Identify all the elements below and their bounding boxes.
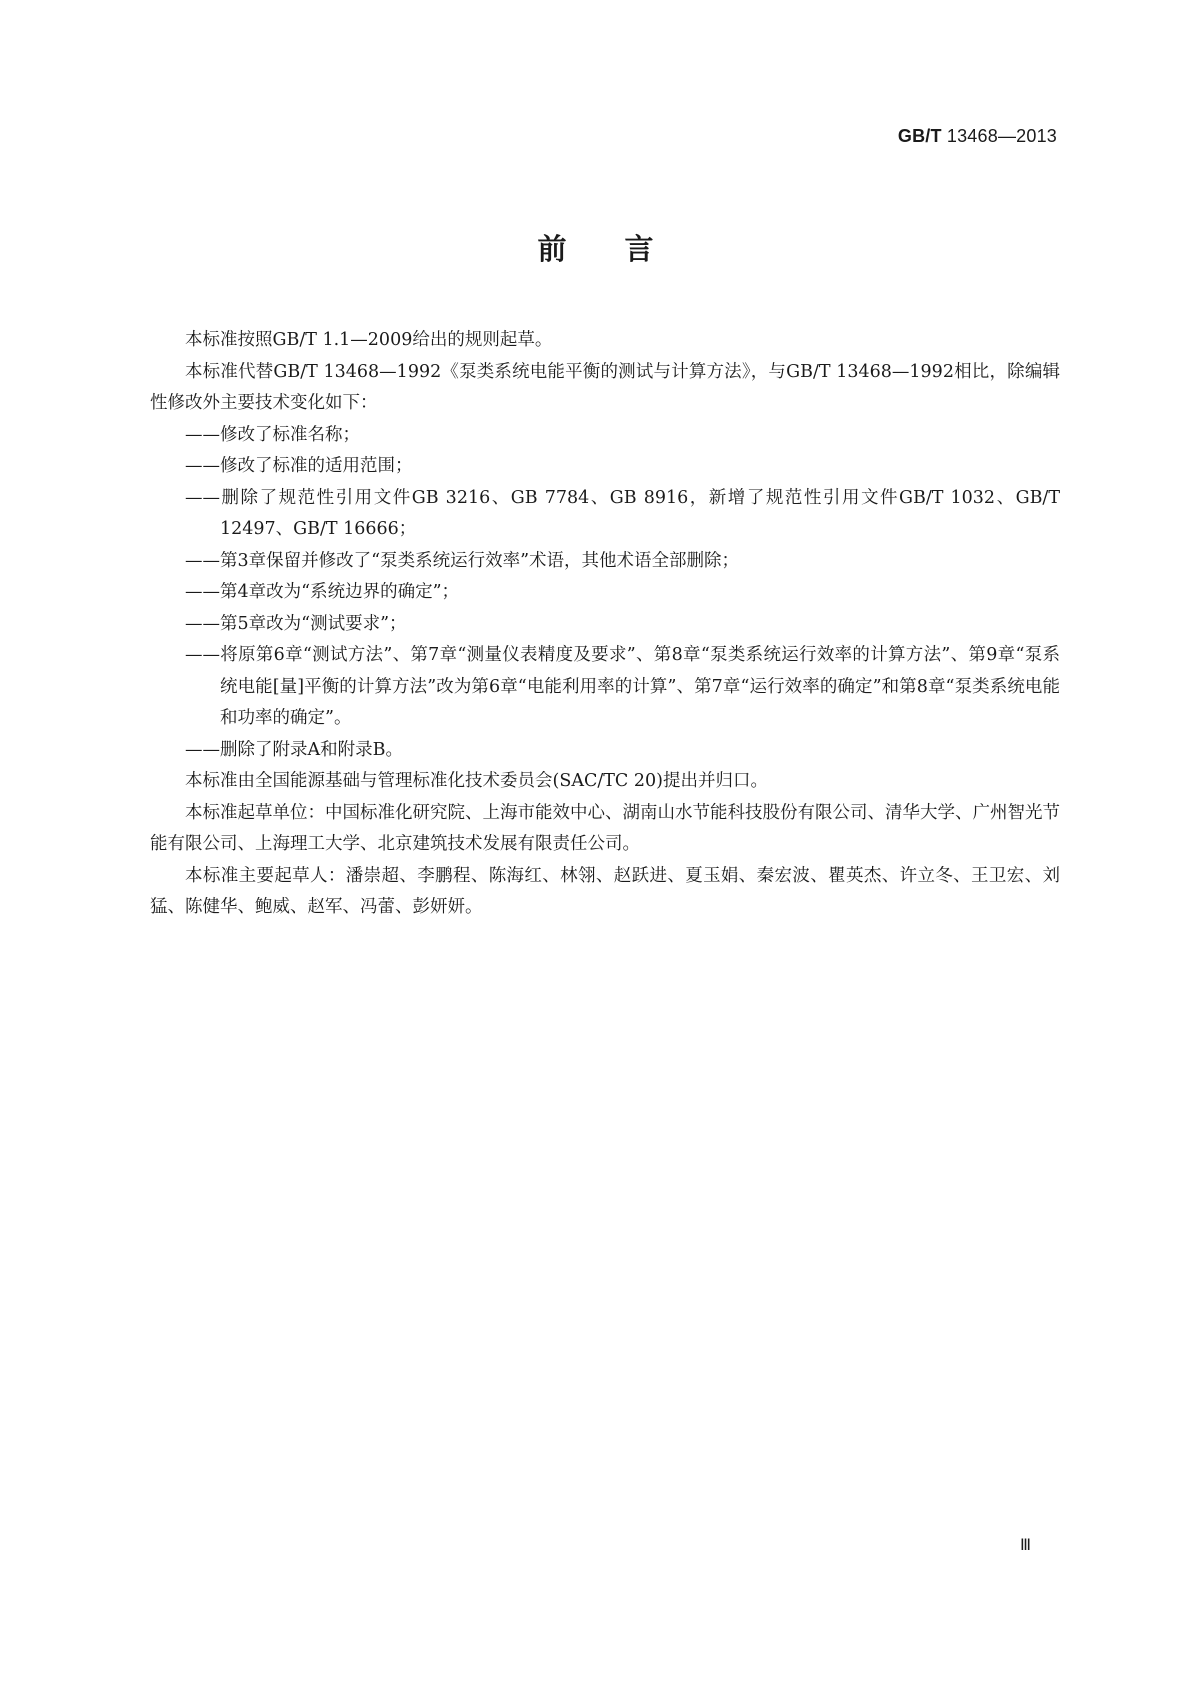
change-item: ——第5章改为“测试要求”； — [185, 613, 407, 634]
page-title — [0, 227, 1191, 268]
change-item: ——第3章保留并修改了“泵类系统运行效率”术语，其他术语全部删除； — [185, 550, 740, 571]
change-item: ——将原第6章“测试方法”、第7章“测量仪表精度及要求”、第8章“泵类系统运行效率的计算方法”、第9章“泵系统电能[量]平衡的计算方法”改为第6章“电能利用率的计算”、第7章“运行效率的确定”和第8章“泵类系统电能和功率的确定”。 — [185, 645, 1060, 728]
paragraph-proposer: 本标准由全国能源基础与管理标准化技术委员会(SAC/TC 20)提出并归口。 — [185, 771, 768, 791]
change-item: ——修改了标准的适用范围； — [185, 456, 413, 476]
title-char-2: 言 — [624, 232, 654, 266]
change-item: ——第4章改为“系统边界的确定”； — [185, 582, 460, 602]
standard-code — [898, 126, 1057, 147]
paragraph-drafting-units: 本标准起草单位：中国标准化研究院、上海市能效中心、湖南山水节能科技股份有限公司、清华大学、广州智光节能有限公司、上海理工大学、北京建筑技术发展有限责任公司。 — [150, 802, 1060, 854]
change-item: ——删除了附录A和附录B。 — [185, 739, 403, 760]
paragraph-drafting-rules: 本标准按照GB/T 1.1—2009给出的规则起草。 — [185, 330, 553, 350]
foreword-body — [150, 325, 1060, 924]
standard-code-prefix: GB/T — [897, 126, 942, 146]
change-item: ——删除了规范性引用文件GB 3216、GB 7784、GB 8916，新增了规范性引用文件GB/T 1032、GB/T 12497、GB/T 16666； — [185, 487, 1060, 539]
title-char-1: 前 — [537, 232, 567, 266]
paragraph-drafters: 本标准主要起草人：潘崇超、李鹏程、陈海红、林翎、赵跃进、夏玉娟、秦宏波、瞿英杰、许立冬、王卫宏、刘猛、陈健华、鲍威、赵军、冯蕾、彭妍妍。 — [150, 865, 1060, 917]
standard-code-number: 13468—2013 — [946, 126, 1057, 146]
change-item: ——修改了标准名称； — [185, 424, 360, 445]
page-number: Ⅲ — [1019, 1537, 1031, 1554]
paragraph-replacement: 本标准代替GB/T 13468—1992《泵类系统电能平衡的测试与计算方法》，与GB/T 13468—1992相比，除编辑性修改外主要技术变化如下： — [150, 361, 1060, 413]
